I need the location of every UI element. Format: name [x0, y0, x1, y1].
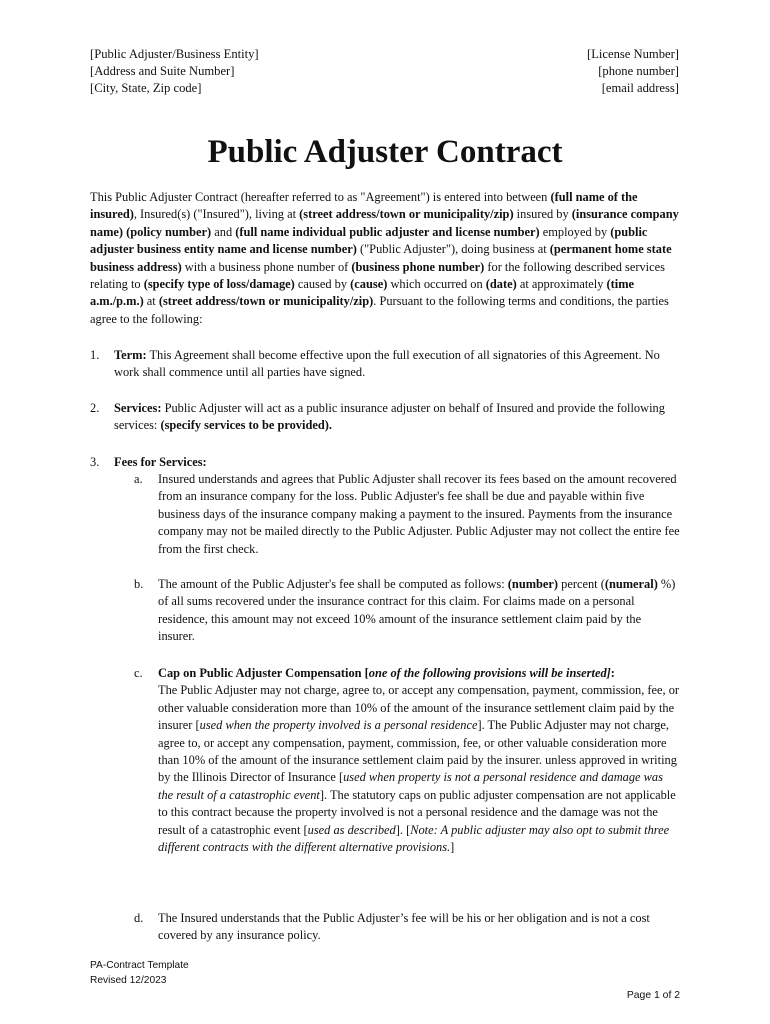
- clause-label: Fees for Services:: [114, 455, 207, 469]
- insurer-policy-placeholder: (insurance company name) (policy number): [90, 207, 679, 239]
- provision-note: used as described: [307, 822, 396, 837]
- intro-text: insured by: [513, 207, 572, 222]
- subclause-text-run: ]. The Public Adjuster may not charge, agree to, or accept any compensation, payment, commission, fee, or other valuable consideration more than 10% of the amount of the insurance settlement claim paid by the insurer. unless approved in writing by the Illinois Director of Insurance [: [158, 718, 677, 785]
- intro-text: employed by: [539, 224, 611, 239]
- license-header-block: [587, 46, 679, 97]
- adjuster-business-entity: [Public Adjuster/Business Entity]: [90, 47, 259, 61]
- loss-type-placeholder: (specify type of loss/damage): [143, 277, 295, 292]
- phone-number: [phone number]: [598, 64, 679, 78]
- subclause-text-run: ]. [: [395, 822, 411, 837]
- subclause-text-run: percent (: [558, 577, 605, 591]
- adjuster-city-state-zip: [City, State, Zip code]: [90, 81, 202, 95]
- intro-text: This Public Adjuster Contract (hereafter referred to as "Agreement") is entered into between: [90, 190, 551, 204]
- clause-label: Term:: [114, 348, 147, 362]
- revision-date: Revised 12/2023: [90, 975, 167, 986]
- provision-note: used when property is not a personal residence and damage was the result of a catastrophic event: [158, 770, 663, 802]
- date-placeholder: (date): [485, 277, 517, 292]
- business-phone-placeholder: (business phone number): [351, 259, 485, 274]
- intro-text: with a business phone number of: [181, 259, 352, 274]
- intro-text: . Pursuant to the following terms and conditions, the parties agree to the following:: [90, 294, 669, 326]
- intro-text: caused by: [294, 277, 351, 292]
- cause-placeholder: (cause): [350, 277, 388, 292]
- provision-note: used when the property involved is a personal residence: [199, 718, 478, 733]
- cap-heading: Cap on Public Adjuster Compensation [: [158, 666, 369, 680]
- page-number: Page 1 of 2: [626, 990, 680, 1001]
- clause-number: 2.: [90, 401, 100, 415]
- license-number: [License Number]: [587, 47, 679, 61]
- clause-number: 1.: [90, 348, 100, 362]
- adjuster-header-block: [90, 46, 259, 97]
- clause-label: Services:: [114, 401, 162, 415]
- intro-text: and: [211, 224, 236, 239]
- clause-text: This Agreement shall become effective upon the full execution of all signatories of this Agreement. No work shall commence until all parties have signed.: [114, 348, 660, 380]
- time-placeholder: (time a.m./p.m.): [90, 277, 635, 309]
- intro-text: at approximately: [516, 277, 607, 292]
- adjuster-address: [Address and Suite Number]: [90, 64, 235, 78]
- subclause-text: Insured understands and agrees that Public Adjuster shall recover its fees based on the amount recovered from an insurance company for the loss. Public Adjuster's fee shall be due and payable within five business days of the insurance company making a payment to the insured. Payments from the insurance company may not be mailed directly to the Public Adjuster. Public Adjuster may not collect the entire fee from the first check.: [158, 472, 680, 556]
- clause-body: [114, 454, 680, 471]
- loss-address-placeholder: (street address/town or municipality/zip): [158, 294, 374, 309]
- clause-body: [114, 400, 680, 435]
- document-title: Public Adjuster Contract: [207, 134, 563, 170]
- adjuster-name-placeholder: (full name individual public adjuster and license number): [235, 224, 540, 239]
- insured-name-placeholder: (full name of the insured): [90, 190, 638, 222]
- services-placeholder: (specify services to be provided).: [160, 418, 332, 433]
- clause-number: 3.: [90, 455, 100, 469]
- subclause-text: [158, 576, 680, 646]
- subclause-text-run: ]: [450, 840, 455, 855]
- cap-heading-end: :: [610, 666, 615, 680]
- subclause-text-run: The Public Adjuster may not charge, agree to, or accept any compensation, payment, commission, fee, or other valuable consideration more than 10% of the amount of the insurance settlement claim paid by the insurer [: [158, 683, 680, 733]
- provision-note: Note: A public adjuster may also opt to submit three different contracts with the different alternative provisions.: [158, 822, 670, 855]
- subclause-text-run: %) of all sums recovered under the insurance contract for this claim. For claims made on a personal residence, this amount may not exceed 10% amount of the insurance settlement claim paid by the insurer.: [158, 577, 676, 644]
- subclause-letter: c.: [134, 666, 143, 680]
- cap-heading-note: one of the following provisions will be inserted]: [368, 666, 611, 680]
- intro-text: at: [143, 294, 159, 309]
- percent-number-placeholder: (number): [507, 577, 559, 591]
- percent-numeral-placeholder: (numeral): [604, 577, 658, 591]
- business-address-placeholder: (permanent home state business address): [90, 242, 672, 274]
- subclause-letter: b.: [134, 577, 144, 591]
- clause-body: [114, 347, 680, 382]
- intro-text: for the following described services relating to: [90, 259, 665, 292]
- intro-paragraph: [90, 189, 680, 328]
- business-entity-placeholder: (public adjuster business entity name and license number): [90, 224, 648, 257]
- insured-address-placeholder: (street address/town or municipality/zip): [299, 207, 514, 222]
- intro-text: , Insured(s) ("Insured"), living at: [133, 207, 300, 222]
- subclause-letter: d.: [134, 911, 144, 925]
- subclause-text: The Insured understands that the Public Adjuster’s fee will be his or her obligation and is not a cost covered by any insurance policy.: [158, 911, 650, 943]
- subclause-text: [158, 665, 680, 856]
- subclause-text-run: The amount of the Public Adjuster's fee shall be computed as follows:: [158, 577, 508, 591]
- subclause-letter: a.: [134, 472, 143, 486]
- intro-text: ("Public Adjuster"), doing business at: [356, 242, 550, 257]
- intro-text: which occurred on: [387, 277, 486, 292]
- clause-text: Public Adjuster will act as a public insurance adjuster on behalf of Insured and provide the following services:: [114, 401, 665, 433]
- template-name: PA-Contract Template: [90, 960, 189, 971]
- subclause-text-run: ]. The statutory caps on public adjuster compensation are not applicable to this contract because the property involved is not a personal residence and the damage was not the result of a catastrophic event [: [158, 787, 676, 837]
- email-address: [email address]: [601, 81, 679, 95]
- footer-template-info: [90, 958, 189, 988]
